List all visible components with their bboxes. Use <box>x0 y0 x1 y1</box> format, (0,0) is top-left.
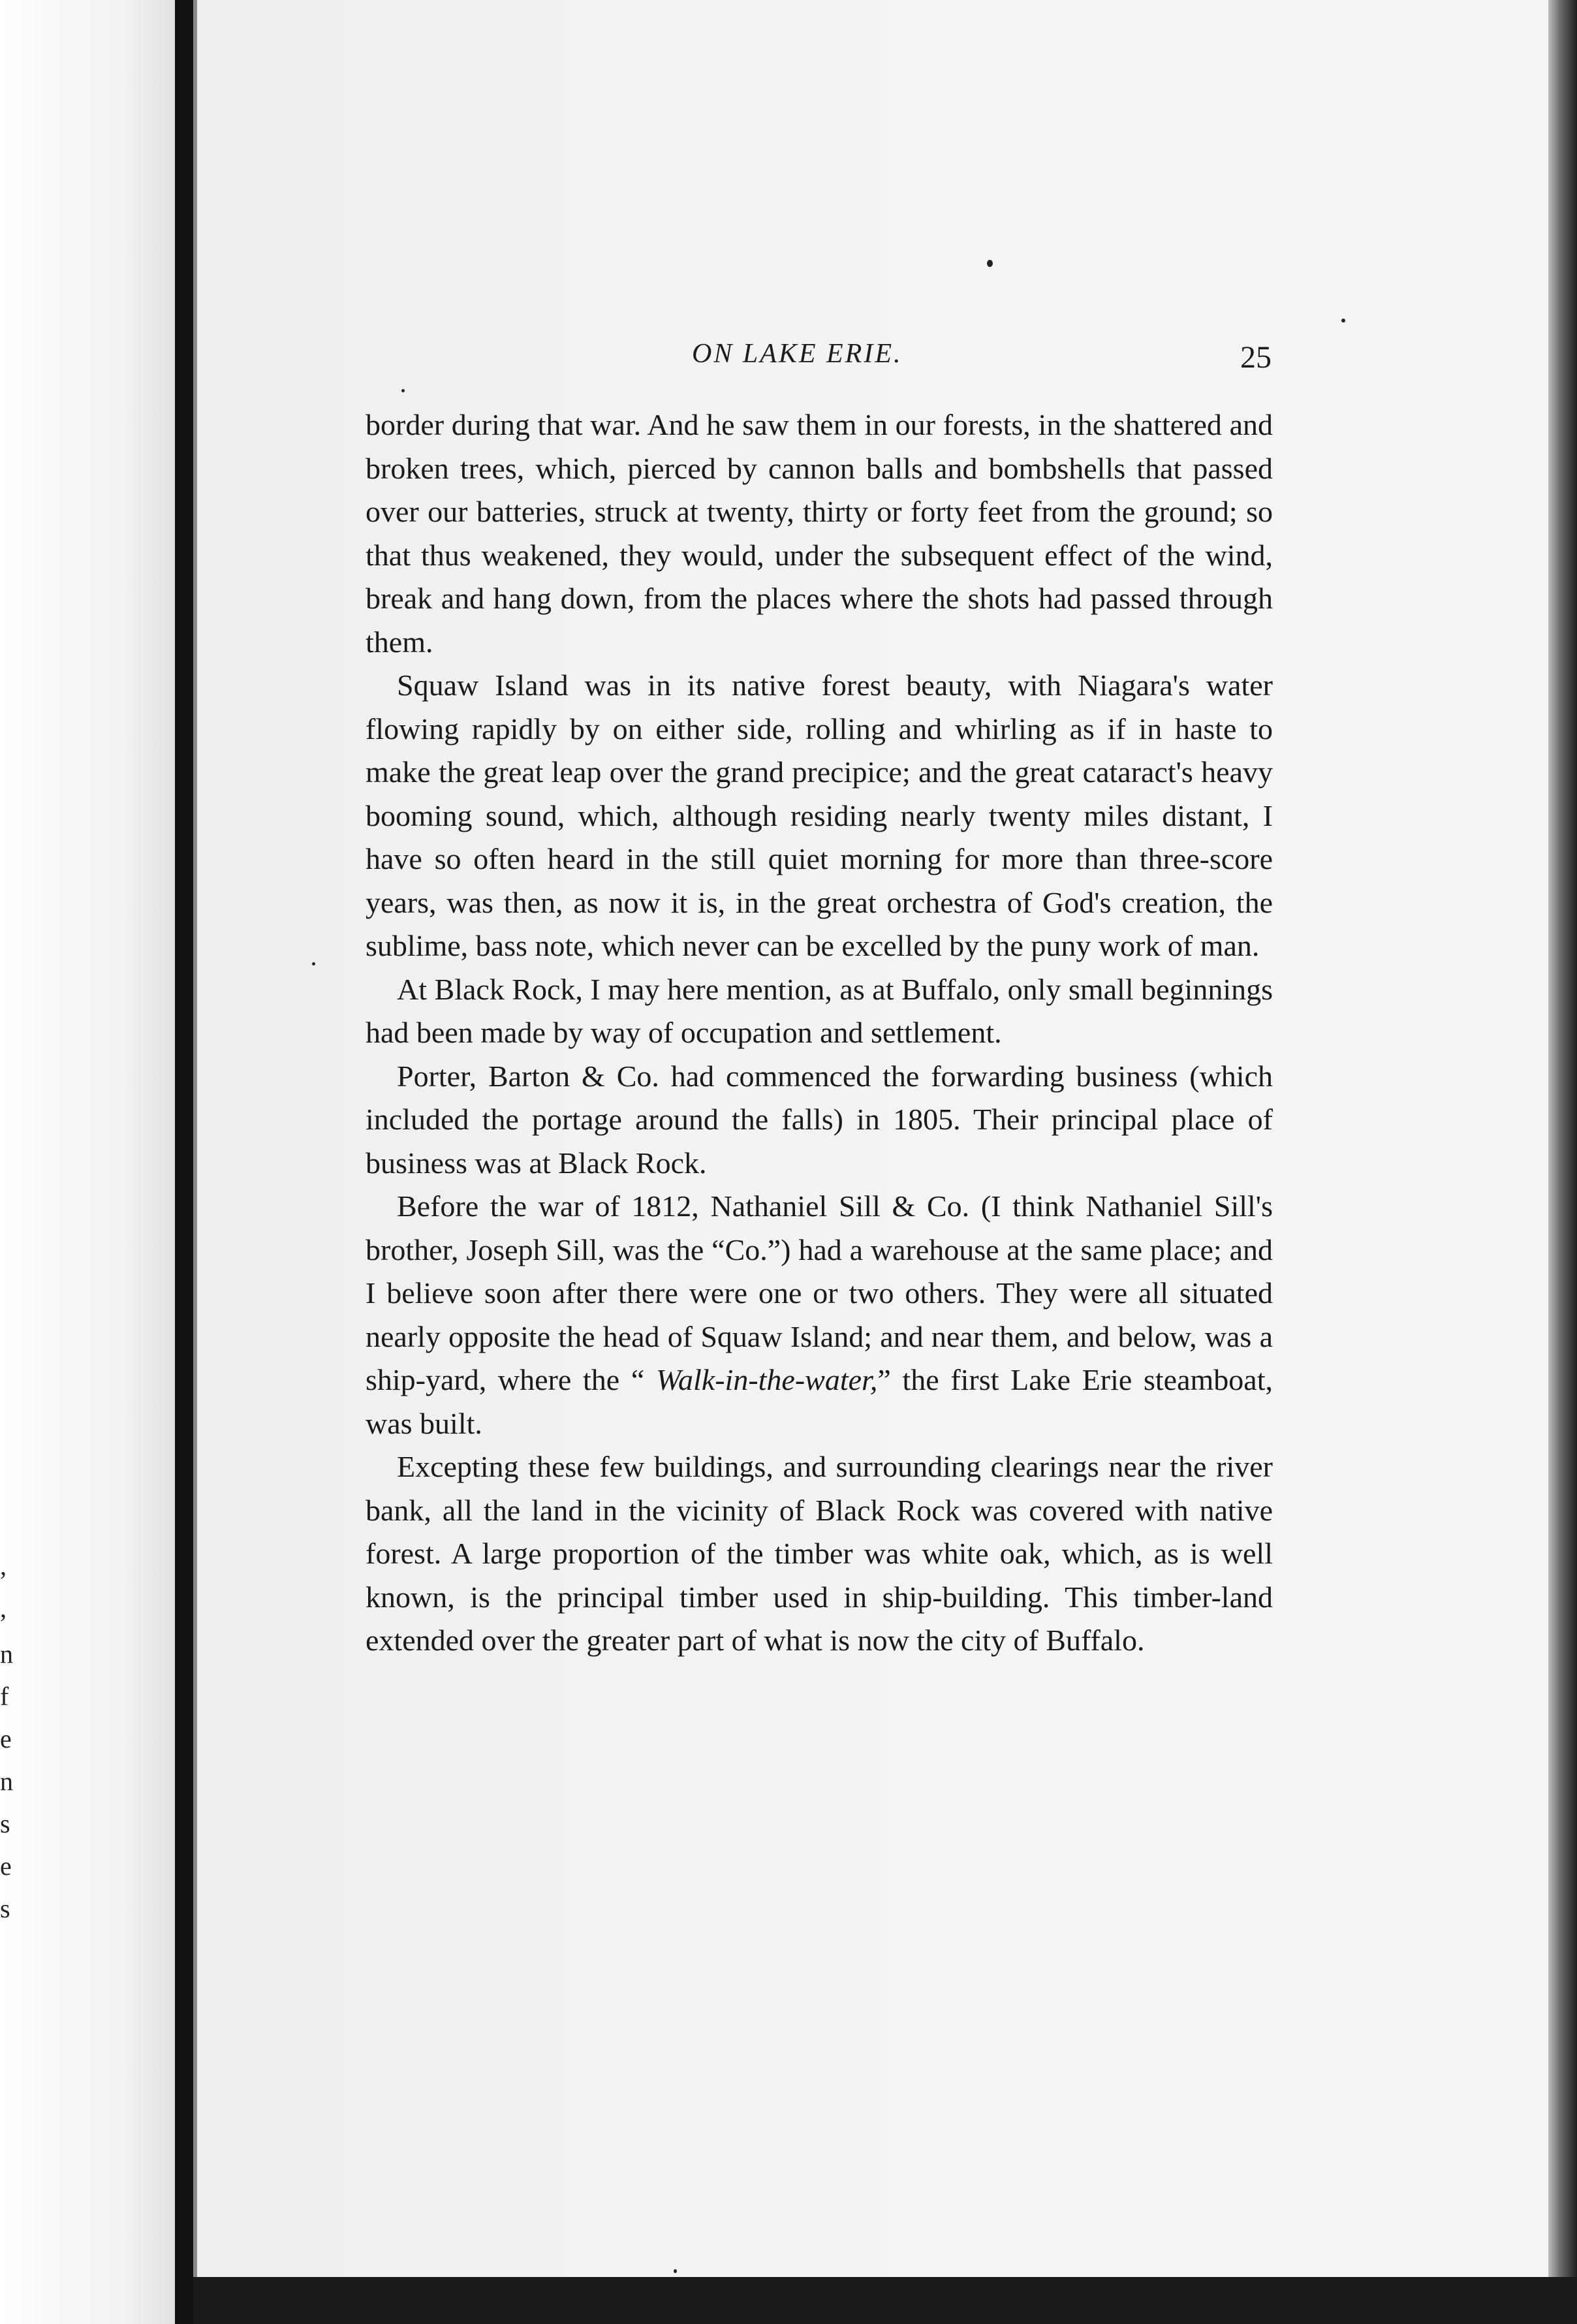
margin-letter: n <box>0 1767 13 1796</box>
paragraph: border during that war. And he saw them in our forests, in the shattered and broken trees, which, pierced by cannon balls and bombshells that passed over our batteries, struck at twenty, thirty or forty feet from the ground; so that thus weakened, they would, under the subsequent effect of the wind, break and hang down, from the places where the shots had passed through them. <box>366 408 1273 659</box>
page-number: 25 <box>1240 340 1272 375</box>
page-right-shadow <box>1548 0 1577 2324</box>
steamboat-name: Walk-in-the-water, <box>655 1363 878 1396</box>
page-bottom-shadow <box>193 2277 1577 2324</box>
paragraph: Excepting these few buildings, and surrounding clearings near the river bank, all the land in the vicinity of Black Rock was covered with native forest. A large proportion of the timber was white oak, which, as is well known, is the principal timber used in ship-building. This timber-land extended over the greater part of what is now the city of Buffalo. <box>366 1450 1273 1657</box>
margin-letter: s <box>0 1894 10 1923</box>
margin-letter: , <box>0 1594 7 1623</box>
running-header: ON LAKE ERIE. <box>692 339 903 369</box>
paragraph-text: ” the first Lake Erie steamboat, was built. <box>366 1363 1273 1440</box>
margin-letter: e <box>0 1851 12 1881</box>
margin-letter: , <box>0 1551 7 1580</box>
ink-speck <box>987 260 993 267</box>
paragraph: Porter, Barton & Co. had commenced the forwarding business (which included the portage around the falls) in 1805. Their principal place of business was at Black Rock. <box>366 1059 1273 1180</box>
paragraph <box>366 1185 1273 1445</box>
facing-page-edge <box>0 0 175 2324</box>
ink-speck <box>312 962 315 966</box>
margin-letter: s <box>0 1809 10 1838</box>
paragraph: Squaw Island was in its native forest beauty, with Niagara's water flowing rapidly by on either side, rolling and whirling as if in haste to make the great leap over the grand precipice; and the great cataract's heavy booming sound, which, although residing nearly twenty miles distant, I have so often heard in the still quiet morning for more than three-score years, was then, as now it is, in the great orchestra of God's creation, the sublime, bass note, which never can be excelled by the puny work of man. <box>366 668 1273 962</box>
ink-speck <box>674 2269 677 2273</box>
ink-speck <box>1341 319 1345 322</box>
margin-letter: f <box>0 1682 9 1711</box>
margin-letter: n <box>0 1639 13 1669</box>
paragraph: At Black Rock, I may here mention, as at Buffalo, only small beginnings had been made by way of occupation and settlement. <box>366 972 1273 1049</box>
body-text <box>366 403 1273 1663</box>
paragraph-text: Before the war of 1812, Nathaniel Sill & Co. (I think Nathaniel Sill's brother, Joseph Sill, was the “Co.”) had a warehouse at the same place; and I believe soon after there were one or two others. They were all situated nearly opposite the head of Squaw Island; and near them, and below, was a ship-yard, where the “ <box>366 1189 1273 1396</box>
margin-letter: e <box>0 1724 12 1753</box>
ink-speck <box>401 389 405 392</box>
book-gutter <box>175 0 193 2324</box>
